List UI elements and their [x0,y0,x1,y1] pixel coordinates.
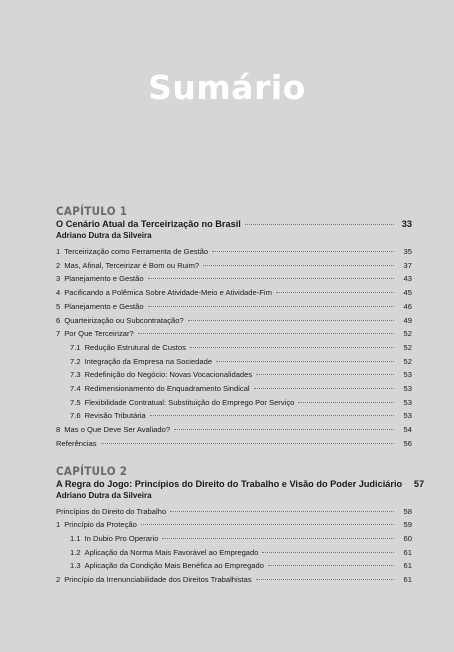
leader-dots [148,278,394,279]
leader-dots [150,415,394,416]
entry-title: In Dubio Pro Operario [84,533,159,543]
leader-dots [262,552,394,553]
leader-dots [138,333,394,334]
entry-number: 1.1 [70,533,81,543]
toc-entry[interactable] [56,341,412,355]
entry-title: Revisão Tributária [84,411,146,421]
chapter-title: A Regra do Jogo: Princípios do Direito do Trabalho e Visão do Poder Judiciário [56,478,403,489]
chapter-label: CAPÍTULO 2 [56,463,128,478]
leader-dots [212,251,394,252]
page-number: 33 [401,219,412,229]
leader-dots [256,579,394,580]
chapter-section [56,463,425,587]
toc-entry[interactable] [56,559,412,573]
page-number: 60 [403,533,412,543]
chapter-author: Adriano Dutra da Silveira [56,490,152,500]
entry-number: 3 [56,274,61,284]
entry-number: 1.3 [70,561,81,571]
toc-entry[interactable] [56,518,412,532]
toc-entry[interactable] [56,286,412,300]
page-number: 56 [403,438,412,448]
leader-dots [203,265,394,266]
entry-number: 4 [56,288,61,298]
entry-number: 7.4 [70,384,81,394]
entry-title: Referências [56,438,97,448]
entry-title: Flexibilidade Contratual: Substituição do Emprego Por Serviço [84,397,295,407]
toc-entry[interactable] [56,532,412,546]
entry-number: 1 [56,520,61,530]
entry-title: Aplicação da Condição Mais Benéfica ao Empregado [84,561,264,571]
leader-dots [268,565,394,566]
entry-title: Redefinição do Negócio: Novas Vocacionalidades [84,370,253,380]
chapter-title-row[interactable] [56,218,412,230]
leader-dots [216,361,394,362]
entry-number: 1.2 [70,547,81,557]
chapter-author: Adriano Dutra da Silveira [56,231,152,240]
leader-dots [148,306,394,307]
entry-title: Planejamento e Gestão [64,274,144,284]
entry-title: Princípios do Direito do Trabalho [56,506,167,516]
page-number: 57 [413,478,425,489]
page-number: 54 [403,425,412,435]
entry-title: Integração da Empresa na Sociedade [84,356,213,366]
toc-entry[interactable] [56,259,412,273]
toc-entry[interactable] [56,409,412,423]
toc-entry[interactable] [56,245,412,259]
page-number: 43 [403,274,412,284]
entry-title: Planejamento e Gestão [64,301,144,311]
chapter-section [56,205,412,451]
entry-number: 5 [56,301,61,311]
chapter-title-row[interactable] [56,478,425,490]
chapter-label: CAPÍTULO 1 [56,204,128,218]
page-number: 52 [403,342,412,352]
entry-number: 7.3 [70,370,81,380]
page-number: 53 [403,411,412,421]
page-number: 46 [403,301,412,311]
page-number: 61 [403,575,412,585]
entry-number: 7.2 [70,356,81,366]
toc-entry[interactable] [56,355,412,369]
page-number: 53 [403,370,412,380]
entry-title: Terceirização como Ferramenta de Gestão [64,247,209,256]
page-number: 52 [403,329,412,339]
page-number: 49 [403,315,412,325]
leader-dots [162,538,394,539]
entry-title: Princípio da Proteção [64,520,137,530]
leader-dots [188,320,394,321]
entry-title: Princípio da Irrenunciabilidade dos Direitos Trabalhistas [64,575,252,585]
leader-dots [101,443,394,444]
toc-entry[interactable] [56,382,412,396]
entry-number: 7.1 [70,342,81,352]
toc-entry[interactable] [56,573,412,587]
entry-number: 2 [56,575,61,585]
entry-number: 7 [56,329,61,339]
leader-dots [254,388,394,389]
entry-title: Por Que Terceirizar? [64,329,134,339]
entry-title: Redução Estrutural de Custos [84,342,186,352]
entry-number: 2 [56,260,61,270]
leader-dots [276,292,394,293]
entry-title: Aplicação da Norma Mais Favorável ao Empregado [84,547,259,557]
page-number: 58 [403,506,412,516]
entry-number: 6 [56,315,61,325]
page-number: 45 [403,288,412,298]
entry-number: 7.6 [70,411,81,421]
entry-title: Quarteirização ou Subcontratação? [64,315,184,325]
toc-entry[interactable] [56,368,412,382]
leader-dots [190,347,394,348]
leader-dots [141,524,394,525]
toc-entry[interactable] [56,396,412,410]
page-number: 61 [403,547,412,557]
toc-entry[interactable] [56,327,412,341]
page-number: 37 [403,260,412,270]
entry-title: Pacificando a Polêmica Sobre Atividade-Meio e Atividade-Fim [64,288,272,298]
entry-title: Redimensionamento do Enquadramento Sindical [84,384,250,394]
entry-title: Mas, Afinal, Terceirizar é Bom ou Ruim? [64,260,200,270]
entry-number: 7.5 [70,397,81,407]
page-number: 59 [403,520,412,530]
page-number: 53 [403,384,412,394]
toc-entry[interactable] [56,423,412,437]
entry-title: Mas o Que Deve Ser Avaliado? [64,425,171,435]
leader-dots [298,402,394,403]
entry-number: 1 [56,247,61,256]
page-number: 35 [403,247,412,256]
leader-dots [170,511,394,512]
table-of-contents [56,204,425,601]
toc-entry[interactable] [56,546,412,560]
page-title: Sumário [148,68,306,107]
entry-number: 8 [56,425,61,435]
leader-dots [256,374,394,375]
toc-entry[interactable] [56,437,412,451]
leader-dots [245,224,394,225]
toc-entry[interactable] [56,300,412,314]
leader-dots [174,429,394,430]
page-number: 52 [403,356,412,366]
toc-entry[interactable] [56,314,412,328]
page-number: 61 [403,561,412,571]
chapter-title: O Cenário Atual da Terceirização no Brasil [56,219,241,229]
toc-entry[interactable] [56,505,412,519]
page-number: 53 [403,397,412,407]
toc-entry[interactable] [56,272,412,286]
